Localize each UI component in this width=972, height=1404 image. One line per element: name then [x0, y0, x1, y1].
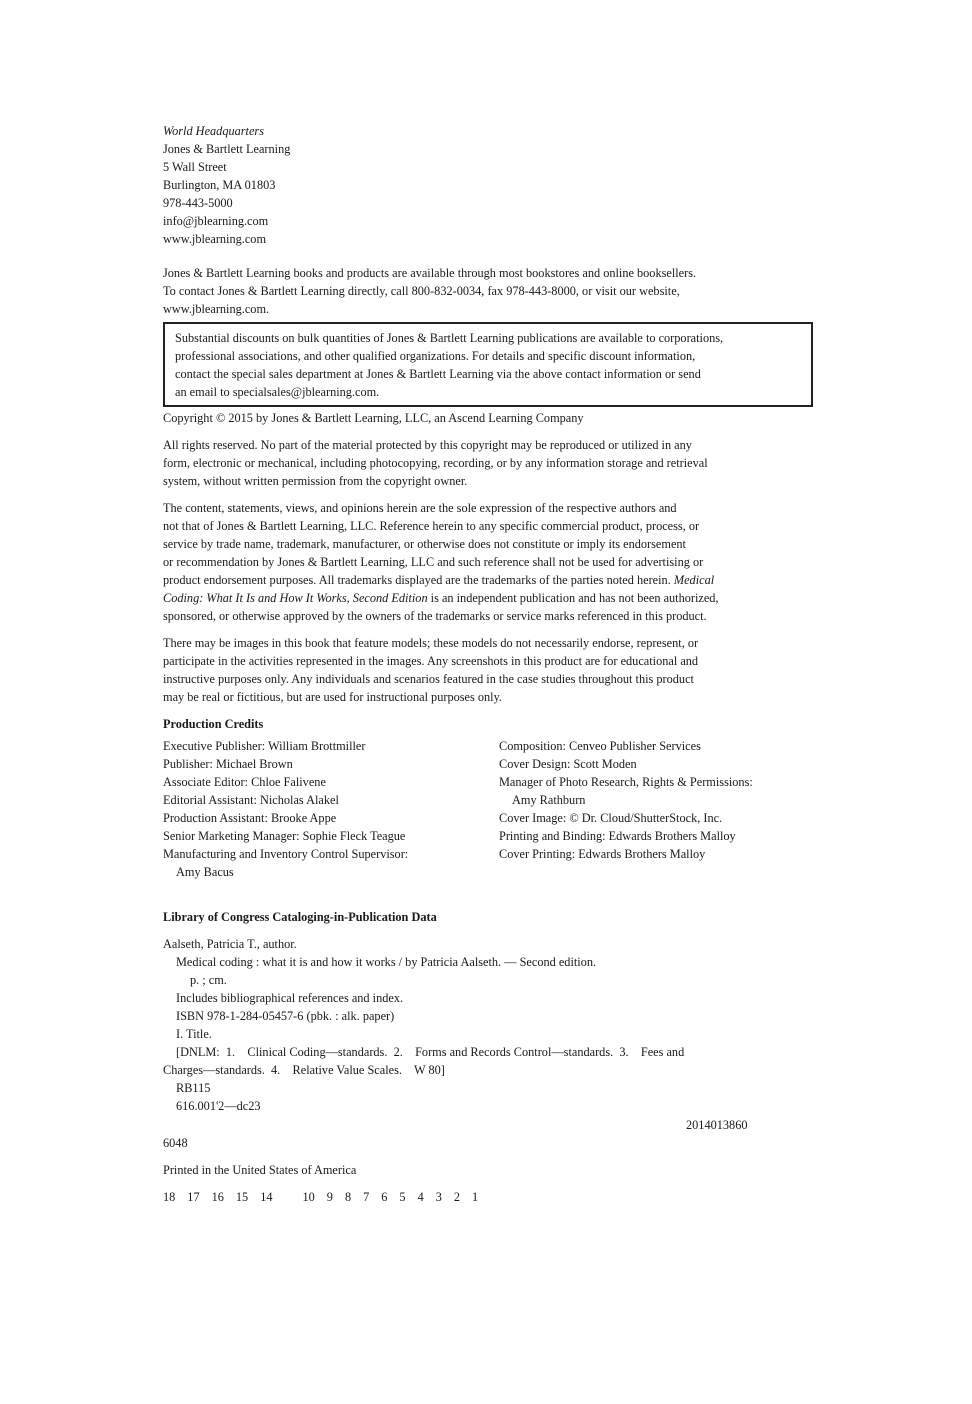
- printed-in: Printed in the United States of America: [163, 1163, 357, 1177]
- printing-number: 4: [417, 1190, 424, 1204]
- discount-box: [163, 322, 813, 407]
- hq-label: World Headquarters: [163, 124, 264, 138]
- printing-number: 2: [453, 1190, 461, 1204]
- availability-line: www.jblearning.com.: [163, 302, 270, 316]
- credit-line: Production Assistant: Brooke Appe: [163, 811, 337, 825]
- availability-line: To contact Jones & Bartlett Learning directly, call 800-832-0034, fax 978-443-8000, or visit our website,: [163, 284, 680, 298]
- production-credits-heading: Production Credits: [163, 717, 264, 731]
- rights-line: All rights reserved. No part of the material protected by this copyright may be reproduced or utilized in any: [163, 438, 692, 452]
- credit-line: Manager of Photo Research, Rights & Permissions:: [499, 775, 753, 789]
- book-title-part: Coding: What It Is and How It Works, Second Edition: [163, 591, 428, 605]
- printing-number: 10: [302, 1190, 315, 1204]
- discount-line: professional associations, and other qualified organizations. For details and specific discount information,: [175, 349, 696, 363]
- cip-class: RB115: [176, 1081, 211, 1095]
- images-line: participate in the activities represented in the images. Any screenshots in this product are for educational and: [163, 654, 699, 668]
- cip-title-entry: I. Title.: [176, 1027, 212, 1041]
- credit-line: Cover Image: © Dr. Cloud/ShutterStock, Inc.: [499, 811, 723, 825]
- printing-number: 5: [399, 1190, 406, 1204]
- credit-line: Associate Editor: Chloe Falivene: [163, 775, 326, 789]
- content-line: [163, 589, 813, 607]
- cip-block: [163, 908, 813, 1115]
- cip-pages: p. ; cm.: [190, 973, 227, 987]
- credit-line: Amy Rathburn: [512, 793, 586, 807]
- content-line: [163, 571, 813, 589]
- cip-includes: Includes bibliographical references and index.: [176, 991, 404, 1005]
- hq-line: info@jblearning.com: [163, 214, 269, 228]
- cip-code: 6048: [163, 1136, 188, 1150]
- images-line: instructive purposes only. Any individuals and scenarios featured in the case studies throughout this product: [163, 672, 694, 686]
- printing-number: 15: [235, 1190, 249, 1204]
- credit-line: Editorial Assistant: Nicholas Alakel: [163, 793, 339, 807]
- rights-line: form, electronic or mechanical, including photocopying, recording, or by any information storage and retrieval: [163, 456, 708, 470]
- hq-line: 5 Wall Street: [163, 160, 227, 174]
- hq-line: www.jblearning.com: [163, 232, 267, 246]
- content-line: not that of Jones & Bartlett Learning, LLC. Reference herein to any specific commercial product, process, or: [163, 519, 700, 533]
- credit-line: Cover Printing: Edwards Brothers Malloy: [499, 847, 706, 861]
- credit-line: Cover Design: Scott Moden: [499, 757, 637, 771]
- content-line-text: is an independent publication and has not been authorized,: [427, 591, 719, 605]
- printing-number: 8: [344, 1190, 352, 1204]
- cip-dnlm: Charges—standards. 4. Relative Value Scales. W 80]: [163, 1063, 445, 1077]
- cip-heading: Library of Congress Cataloging-in-Publication Data: [163, 910, 437, 924]
- lccn: 2014013860: [686, 1118, 748, 1132]
- copyright-notice: Copyright © 2015 by Jones & Bartlett Learning, LLC, an Ascend Learning Company: [163, 411, 584, 425]
- printing-numbers: [163, 1188, 490, 1206]
- printing-number: 16: [211, 1190, 224, 1204]
- printing-number: 9: [326, 1190, 333, 1204]
- credit-line: Executive Publisher: William Brottmiller: [163, 739, 366, 753]
- printing-number: 6: [381, 1190, 388, 1204]
- images-line: There may be images in this book that feature models; these models do not necessarily endorse, represent, or: [163, 636, 699, 650]
- cip-class: 616.001'2—dc23: [176, 1099, 261, 1113]
- cip-isbn: ISBN 978-1-284-05457-6 (pbk. : alk. paper): [176, 1009, 395, 1023]
- hq-line: Jones & Bartlett Learning: [163, 142, 291, 156]
- cip-author: Aalseth, Patricia T., author.: [163, 937, 297, 951]
- book-title-part: Medical: [673, 573, 715, 587]
- content-line: sponsored, or otherwise approved by the owners of the trademarks or service marks referenced in this product.: [163, 609, 707, 623]
- content-line: The content, statements, views, and opinions herein are the sole expression of the respective authors and: [163, 501, 677, 515]
- printing-number: 18: [163, 1190, 176, 1204]
- images-line: may be real or fictitious, but are used for instructional purposes only.: [163, 690, 502, 704]
- cip-dnlm: [DNLM: 1. Clinical Coding—standards. 2. Forms and Records Control—standards. 3. Fees and: [176, 1045, 685, 1059]
- credit-line: Amy Bacus: [176, 865, 234, 879]
- hq-line: Burlington, MA 01803: [163, 178, 276, 192]
- printing-number: 1: [472, 1190, 479, 1204]
- credit-line: Printing and Binding: Edwards Brothers Malloy: [499, 829, 736, 843]
- credit-line: Publisher: Michael Brown: [163, 757, 293, 771]
- discount-line: contact the special sales department at Jones & Bartlett Learning via the above contact information or send: [175, 367, 701, 381]
- printing-number: 14: [260, 1190, 273, 1204]
- availability-line: Jones & Bartlett Learning books and products are available through most bookstores and online booksellers.: [163, 266, 697, 280]
- content-line: or recommendation by Jones & Bartlett Learning, LLC and such reference shall not be used for advertising or: [163, 555, 704, 569]
- discount-line: Substantial discounts on bulk quantities of Jones & Bartlett Learning publications are available to corporations,: [175, 331, 724, 345]
- credit-line: Composition: Cenveo Publisher Services: [499, 739, 701, 753]
- printing-number: 7: [363, 1190, 370, 1204]
- credits-left-column: [163, 737, 408, 881]
- content-line: service by trade name, trademark, manufacturer, or otherwise does not constitute or imply its endorsement: [163, 537, 686, 551]
- credit-line: Senior Marketing Manager: Sophie Fleck Teague: [163, 829, 406, 843]
- printing-number: 17: [187, 1190, 200, 1204]
- legal-section: [163, 409, 813, 733]
- hq-line: 978-443-5000: [163, 196, 233, 210]
- copyright-page: [163, 122, 813, 318]
- rights-line: system, without written permission from the copyright owner.: [163, 474, 468, 488]
- discount-line: an email to specialsales@jblearning.com.: [175, 385, 380, 399]
- printing-number: 3: [435, 1190, 442, 1204]
- credits-right-column: [499, 737, 753, 863]
- cip-title: Medical coding : what it is and how it works / by Patricia Aalseth. — Second edition.: [176, 955, 597, 969]
- credit-line: Manufacturing and Inventory Control Supervisor:: [163, 847, 409, 861]
- content-line-text: product endorsement purposes. All trademarks displayed are the trademarks of the parties noted herein.: [163, 573, 674, 587]
